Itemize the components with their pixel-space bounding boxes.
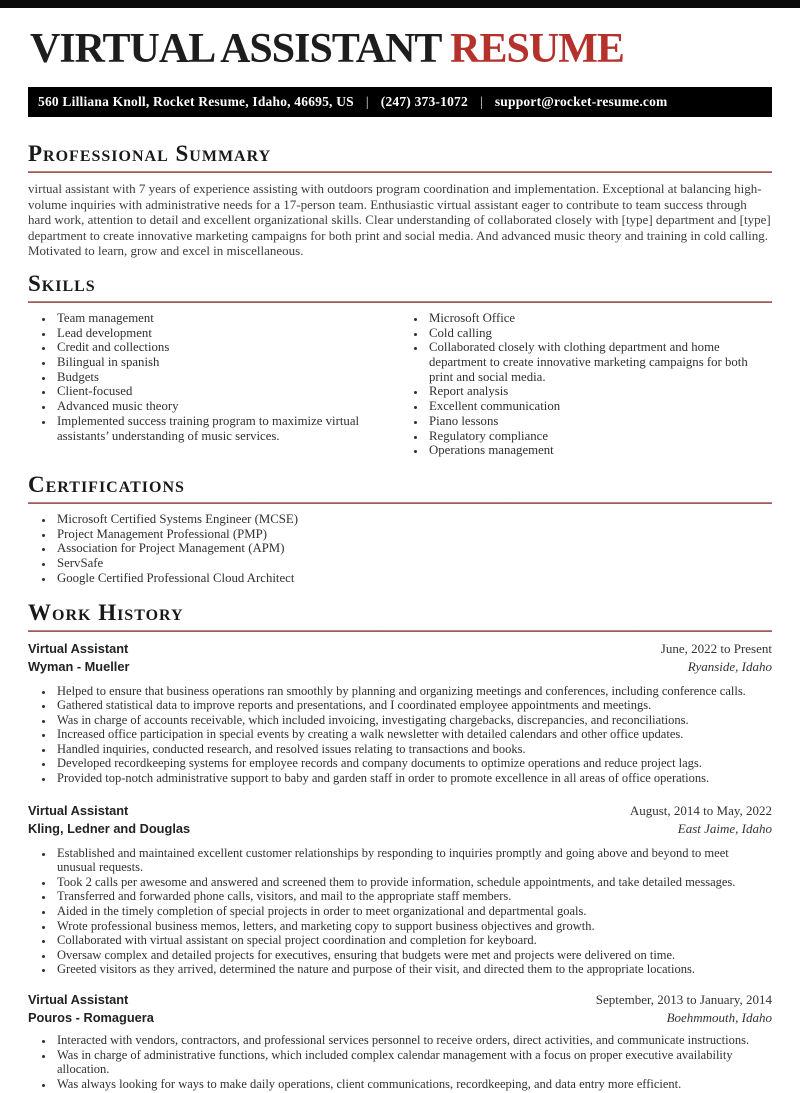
job-dates: August, 2014 to May, 2022 [629, 802, 772, 818]
skill-item: • Operations management [426, 443, 766, 458]
certifications-list [28, 512, 772, 586]
section-rule [28, 171, 772, 173]
certification-item: • Google Certified Professional Cloud Architect [54, 571, 766, 586]
job-title: Virtual Assistant [28, 992, 129, 1008]
contact-address: 560 Lilliana Knoll, Rocket Resume, Idaho, 46695, US [38, 94, 354, 109]
skills-columns [28, 311, 772, 458]
summary-text: virtual assistant with 7 years of experience assisting with outdoors program coordination and implementation. Exceptional at balancing high-volume inquiries with administrative needs for a 17-person team. Enthusiastic virtual assistant eager to contribute to team success through hard work, attention to detail and excellent organizational skills. Clear understanding of collaborated closely with [type] department and [type] department to create innovative marketing campaigns for both print and social media. And advanced music theory and training in cold calling. Motivated to learn, grow and excel in miscellaneous. [28, 181, 771, 259]
title-accent: RESUME [450, 26, 624, 72]
job-dates: June, 2022 to Present [660, 640, 772, 656]
job-bullet-list [28, 684, 772, 786]
contact-separator: | [479, 94, 483, 109]
section-rule [28, 502, 772, 504]
job-dates: September, 2013 to January, 2014 [595, 992, 772, 1008]
job-location: Ryanside, Idaho [687, 658, 772, 674]
job-bullet: • Collaborated with virtual assistant on special project coordination and completion for keyboard. [54, 933, 766, 948]
skill-item: • Budgets [54, 370, 394, 385]
job-bullet: • Was in charge of administrative functions, which included complex calendar management with a focus on proper executive availability allocation. [54, 1048, 766, 1077]
job-bullet: • Oversaw complex and detailed projects for executives, ensuring that budgets were met and projects were delivered on time. [54, 948, 766, 963]
skill-item: • Microsoft Office [426, 311, 766, 326]
contact-email: support@rocket-resume.com [494, 94, 668, 109]
section-professional-summary [28, 141, 772, 259]
job-bullet: • Developed recordkeeping systems for employee records and company documents to optimize operations and reduce project lags. [54, 756, 766, 771]
job-bullet: • Increased office participation in special events by creating a walk newsletter with detailed calendars and other office updates. [54, 727, 766, 742]
job-title-row [28, 640, 772, 658]
job-bullet: • Provided top-notch administrative support to baby and garden staff in order to promote excellence in all areas of office operations. [54, 771, 766, 786]
job-bullet: • Was always looking for ways to make daily operations, client communications, recordkeeping, and data entry more efficient. [54, 1077, 766, 1092]
job-title-row [28, 802, 772, 820]
section-rule [28, 301, 772, 303]
job-company-row [28, 1009, 772, 1027]
job-bullet-list [28, 1033, 772, 1091]
contact-phone: (247) 373-1072 [380, 94, 468, 109]
section-work-history [28, 600, 772, 1092]
certification-item: • ServSafe [54, 556, 766, 571]
skills-list-left [28, 311, 400, 458]
contact-separator: | [365, 94, 369, 109]
page-title [30, 26, 772, 72]
skill-item: • Piano lessons [426, 414, 766, 429]
section-heading-summary: Professional Summary [28, 141, 272, 166]
job-block [28, 991, 772, 1091]
certification-item: • Association for Project Management (APM) [54, 541, 766, 556]
skill-item: • Team management [54, 311, 394, 326]
skills-list-right [400, 311, 772, 458]
skill-item: • Regulatory compliance [426, 429, 766, 444]
section-certifications [28, 472, 772, 586]
skill-item: • Lead development [54, 326, 394, 341]
skill-item: • Implemented success training program to maximize virtual assistants’ understanding of music services. [54, 414, 394, 443]
skill-item: • Excellent communication [426, 399, 766, 414]
job-company: Wyman - Mueller [28, 658, 130, 674]
section-heading-skills: Skills [28, 270, 96, 296]
skill-item: • Advanced music theory [54, 399, 394, 414]
job-bullet: • Handled inquiries, conducted research, and resolved issues relating to transactions and books. [54, 742, 766, 757]
skill-item: • Bilingual in spanish [54, 355, 394, 370]
job-company-row [28, 820, 772, 838]
contact-bar [28, 87, 772, 117]
job-title-row [28, 991, 772, 1009]
skill-item: • Client-focused [54, 384, 394, 399]
job-company: Pouros - Romaguera [28, 1010, 154, 1026]
job-bullet: • Interacted with vendors, contractors, and professional services personnel to receive orders, direct activities, and communicate instructions. [54, 1033, 766, 1048]
job-company: Kling, Ledner and Douglas [28, 820, 191, 836]
job-bullet: • Transferred and forwarded phone calls, visitors, and mail to the appropriate staff members. [54, 889, 766, 904]
section-heading-certifications: Certifications [28, 472, 185, 497]
skill-item: • Credit and collections [54, 340, 394, 355]
top-border [0, 0, 800, 8]
section-rule [28, 630, 772, 632]
job-company-row [28, 658, 772, 676]
job-location: Boehmmouth, Idaho [666, 1010, 772, 1026]
skill-item: • Report analysis [426, 384, 766, 399]
job-bullet: • Was in charge of accounts receivable, which included invoicing, investigating chargebacks, discrepancies, and reconciliations. [54, 713, 766, 728]
job-bullet: • Helped to ensure that business operations ran smoothly by planning and organizing meetings and conferences, including conference calls. [54, 684, 766, 699]
job-bullet: • Gathered statistical data to improve reports and presentations, and I coordinated employee appointments and meetings. [54, 698, 766, 713]
title-main: VIRTUAL ASSISTANT [30, 26, 441, 72]
skill-item: • Cold calling [426, 326, 766, 341]
certification-item: • Project Management Professional (PMP) [54, 527, 766, 542]
job-block [28, 640, 772, 786]
job-title: Virtual Assistant [28, 640, 129, 656]
job-block [28, 802, 772, 977]
job-title: Virtual Assistant [28, 802, 129, 818]
job-bullet: • Greeted visitors as they arrived, determined the nature and purpose of their visit, and directed them to the appropriate locations. [54, 962, 766, 977]
job-bullet-list [28, 846, 772, 977]
job-bullet: • Took 2 calls per awesome and answered and screened them to provide information, schedule appointments, and take detailed messages. [54, 875, 766, 890]
certification-item: • Microsoft Certified Systems Engineer (MCSE) [54, 512, 766, 527]
section-heading-work-history: Work History [28, 599, 184, 625]
job-bullet: • Wrote professional business memos, letters, and marketing copy to support business objectives and growth. [54, 919, 766, 934]
resume-content [28, 26, 772, 1091]
job-location: East Jaime, Idaho [677, 820, 772, 836]
skill-item: • Collaborated closely with clothing department and home department to create innovative marketing campaigns for both print and social media. [426, 340, 766, 384]
section-skills [28, 271, 772, 458]
job-bullet: • Established and maintained excellent customer relationships by responding to inquiries promptly and going above and beyond to meet unusual requests. [54, 846, 766, 875]
job-bullet: • Aided in the timely completion of special projects in order to meet organizational and departmental goals. [54, 904, 766, 919]
